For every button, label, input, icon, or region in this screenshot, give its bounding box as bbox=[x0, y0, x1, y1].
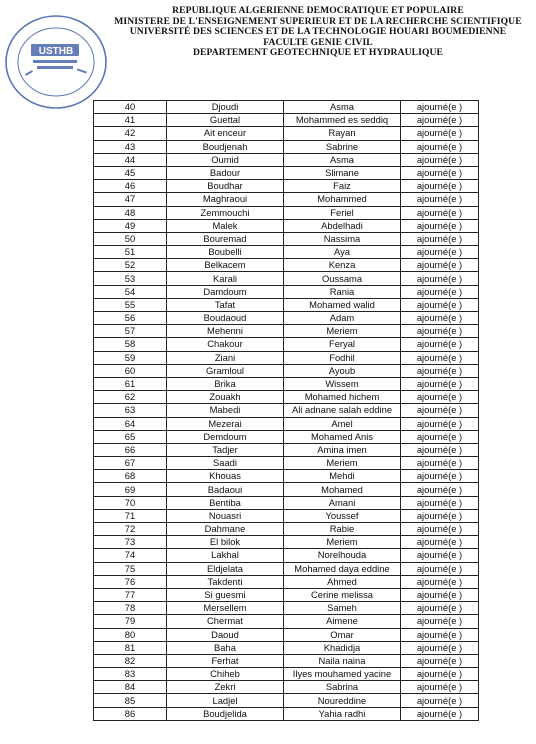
cell-prenom: Feriel bbox=[284, 206, 401, 219]
cell-resultat: ajourné(e ) bbox=[401, 681, 479, 694]
table-row bbox=[94, 549, 479, 562]
cell-nom: Zouakh bbox=[167, 391, 284, 404]
cell-resultat: ajourné(e ) bbox=[401, 536, 479, 549]
table-row bbox=[94, 707, 479, 720]
cell-prenom: Amina imen bbox=[284, 443, 401, 456]
cell-nom: Maghraoui bbox=[167, 193, 284, 206]
cell-nom: Brika bbox=[167, 377, 284, 390]
cell-num: 84 bbox=[94, 681, 167, 694]
table-row bbox=[94, 193, 479, 206]
cell-num: 55 bbox=[94, 298, 167, 311]
cell-prenom: Asma bbox=[284, 101, 401, 114]
cell-prenom: Ayoub bbox=[284, 364, 401, 377]
cell-num: 60 bbox=[94, 364, 167, 377]
cell-resultat: ajourné(e ) bbox=[401, 351, 479, 364]
cell-num: 67 bbox=[94, 457, 167, 470]
cell-nom: Saadi bbox=[167, 457, 284, 470]
cell-nom: Bouremad bbox=[167, 232, 284, 245]
cell-resultat: ajourné(e ) bbox=[401, 298, 479, 311]
table-row bbox=[94, 562, 479, 575]
cell-num: 74 bbox=[94, 549, 167, 562]
cell-prenom: Ahmed bbox=[284, 575, 401, 588]
table-row bbox=[94, 391, 479, 404]
cell-prenom: Sabrine bbox=[284, 140, 401, 153]
cell-resultat: ajourné(e ) bbox=[401, 377, 479, 390]
cell-num: 75 bbox=[94, 562, 167, 575]
cell-nom: Takdenti bbox=[167, 575, 284, 588]
cell-prenom: Sabrina bbox=[284, 681, 401, 694]
cell-nom: Zemmouchi bbox=[167, 206, 284, 219]
cell-resultat: ajourné(e ) bbox=[401, 668, 479, 681]
cell-prenom: Noureddine bbox=[284, 694, 401, 707]
table-row bbox=[94, 166, 479, 179]
table-row bbox=[94, 364, 479, 377]
cell-num: 68 bbox=[94, 470, 167, 483]
cell-prenom: Omar bbox=[284, 628, 401, 641]
table-row bbox=[94, 470, 479, 483]
cell-nom: Mezerai bbox=[167, 417, 284, 430]
cell-prenom: Mehdi bbox=[284, 470, 401, 483]
cell-nom: Zekri bbox=[167, 681, 284, 694]
cell-prenom: Ilyes mouhamed yacine bbox=[284, 668, 401, 681]
cell-nom: Eldjelata bbox=[167, 562, 284, 575]
table-row bbox=[94, 153, 479, 166]
table-row bbox=[94, 457, 479, 470]
cell-num: 65 bbox=[94, 430, 167, 443]
cell-prenom: Faiz bbox=[284, 180, 401, 193]
cell-prenom: Sameh bbox=[284, 602, 401, 615]
cell-num: 44 bbox=[94, 153, 167, 166]
cell-nom: Bentiba bbox=[167, 496, 284, 509]
cell-prenom: Meriem bbox=[284, 457, 401, 470]
header-line-department: DEPARTEMENT GEOTECHNIQUE ET HYDRAULIQUE bbox=[192, 47, 444, 59]
cell-nom: Ait enceur bbox=[167, 127, 284, 140]
cell-num: 78 bbox=[94, 602, 167, 615]
cell-resultat: ajourné(e ) bbox=[401, 101, 479, 114]
table-row bbox=[94, 417, 479, 430]
cell-prenom: Aya bbox=[284, 246, 401, 259]
cell-prenom: Meriem bbox=[284, 536, 401, 549]
cell-prenom: Adam bbox=[284, 312, 401, 325]
table-row bbox=[94, 404, 479, 417]
table-row bbox=[94, 325, 479, 338]
cell-prenom: Rayan bbox=[284, 127, 401, 140]
cell-nom: El bilok bbox=[167, 536, 284, 549]
cell-nom: Daoud bbox=[167, 628, 284, 641]
table-row bbox=[94, 654, 479, 667]
cell-resultat: ajourné(e ) bbox=[401, 694, 479, 707]
cell-prenom: Fodhil bbox=[284, 351, 401, 364]
cell-resultat: ajourné(e ) bbox=[401, 391, 479, 404]
cell-num: 54 bbox=[94, 285, 167, 298]
cell-resultat: ajourné(e ) bbox=[401, 166, 479, 179]
cell-prenom: Nassima bbox=[284, 232, 401, 245]
header-line-university: UNIVERSITÉ DES SCIENCES ET DE LA TECHNOLOGIE HOUARI BOUMEDIENNE bbox=[129, 26, 507, 38]
cell-prenom: Aimene bbox=[284, 615, 401, 628]
header-line-faculty: FACULTE GENIE CIVIL bbox=[263, 36, 373, 48]
table-row bbox=[94, 694, 479, 707]
stamp-lettering: USTHB bbox=[38, 46, 74, 57]
cell-prenom: Youssef bbox=[284, 509, 401, 522]
cell-resultat: ajourné(e ) bbox=[401, 707, 479, 720]
cell-resultat: ajourné(e ) bbox=[401, 364, 479, 377]
cell-resultat: ajourné(e ) bbox=[401, 114, 479, 127]
table-row bbox=[94, 272, 479, 285]
cell-num: 49 bbox=[94, 219, 167, 232]
cell-prenom: Mohammed bbox=[284, 193, 401, 206]
cell-nom: Tadjer bbox=[167, 443, 284, 456]
cell-resultat: ajourné(e ) bbox=[401, 259, 479, 272]
table-row bbox=[94, 127, 479, 140]
cell-prenom: Rania bbox=[284, 285, 401, 298]
cell-resultat: ajourné(e ) bbox=[401, 575, 479, 588]
table-row bbox=[94, 496, 479, 509]
cell-nom: Tafat bbox=[167, 298, 284, 311]
results-table bbox=[93, 100, 479, 721]
cell-prenom: Yahia radhi bbox=[284, 707, 401, 720]
cell-prenom: Wissem bbox=[284, 377, 401, 390]
cell-resultat: ajourné(e ) bbox=[401, 628, 479, 641]
table-row bbox=[94, 430, 479, 443]
cell-resultat: ajourné(e ) bbox=[401, 312, 479, 325]
cell-resultat: ajourné(e ) bbox=[401, 140, 479, 153]
table-row bbox=[94, 681, 479, 694]
cell-nom: Dahmane bbox=[167, 523, 284, 536]
cell-num: 52 bbox=[94, 259, 167, 272]
cell-resultat: ajourné(e ) bbox=[401, 127, 479, 140]
cell-nom: Badaoui bbox=[167, 483, 284, 496]
cell-resultat: ajourné(e ) bbox=[401, 232, 479, 245]
table-row bbox=[94, 523, 479, 536]
cell-prenom: Meriem bbox=[284, 325, 401, 338]
table-row bbox=[94, 219, 479, 232]
cell-num: 71 bbox=[94, 509, 167, 522]
table-row bbox=[94, 443, 479, 456]
cell-num: 57 bbox=[94, 325, 167, 338]
cell-num: 51 bbox=[94, 246, 167, 259]
cell-prenom: Mohamed daya eddine bbox=[284, 562, 401, 575]
cell-nom: Demdoum bbox=[167, 430, 284, 443]
cell-prenom: Asma bbox=[284, 153, 401, 166]
cell-num: 85 bbox=[94, 694, 167, 707]
table-row bbox=[94, 483, 479, 496]
cell-resultat: ajourné(e ) bbox=[401, 457, 479, 470]
cell-prenom: Amani bbox=[284, 496, 401, 509]
cell-num: 42 bbox=[94, 127, 167, 140]
cell-resultat: ajourné(e ) bbox=[401, 496, 479, 509]
table-row bbox=[94, 180, 479, 193]
table-row bbox=[94, 114, 479, 127]
table-row bbox=[94, 615, 479, 628]
university-stamp bbox=[3, 12, 109, 112]
cell-resultat: ajourné(e ) bbox=[401, 615, 479, 628]
cell-resultat: ajourné(e ) bbox=[401, 246, 479, 259]
table-row bbox=[94, 509, 479, 522]
cell-prenom: Mohamed Anis bbox=[284, 430, 401, 443]
cell-num: 58 bbox=[94, 338, 167, 351]
cell-prenom: Kenza bbox=[284, 259, 401, 272]
cell-resultat: ajourné(e ) bbox=[401, 430, 479, 443]
table-row bbox=[94, 101, 479, 114]
cell-nom: Boudaoud bbox=[167, 312, 284, 325]
cell-nom: Mersellem bbox=[167, 602, 284, 615]
cell-resultat: ajourné(e ) bbox=[401, 509, 479, 522]
cell-nom: Damdoum bbox=[167, 285, 284, 298]
cell-resultat: ajourné(e ) bbox=[401, 443, 479, 456]
cell-num: 56 bbox=[94, 312, 167, 325]
header-line-republic: REPUBLIQUE ALGERIENNE DEMOCRATIQUE ET POPULAIRE bbox=[172, 5, 464, 16]
cell-num: 45 bbox=[94, 166, 167, 179]
cell-num: 81 bbox=[94, 641, 167, 654]
cell-resultat: ajourné(e ) bbox=[401, 193, 479, 206]
cell-prenom: Cerine melissa bbox=[284, 588, 401, 601]
cell-num: 48 bbox=[94, 206, 167, 219]
cell-num: 66 bbox=[94, 443, 167, 456]
cell-resultat: ajourné(e ) bbox=[401, 219, 479, 232]
table-row bbox=[94, 641, 479, 654]
cell-prenom: Slimane bbox=[284, 166, 401, 179]
cell-nom: Mabedi bbox=[167, 404, 284, 417]
cell-resultat: ajourné(e ) bbox=[401, 338, 479, 351]
cell-prenom: Abdelhadi bbox=[284, 219, 401, 232]
cell-num: 53 bbox=[94, 272, 167, 285]
cell-num: 77 bbox=[94, 588, 167, 601]
cell-nom: Chermat bbox=[167, 615, 284, 628]
cell-nom: Boudjenah bbox=[167, 140, 284, 153]
table-row bbox=[94, 351, 479, 364]
cell-nom: Ziani bbox=[167, 351, 284, 364]
cell-prenom: Mohamed walid bbox=[284, 298, 401, 311]
cell-nom: Belkacem bbox=[167, 259, 284, 272]
cell-resultat: ajourné(e ) bbox=[401, 562, 479, 575]
cell-nom: Lakhal bbox=[167, 549, 284, 562]
cell-nom: Malek bbox=[167, 219, 284, 232]
cell-prenom: Norelhouda bbox=[284, 549, 401, 562]
table-row bbox=[94, 588, 479, 601]
cell-nom: Nouasri bbox=[167, 509, 284, 522]
cell-num: 59 bbox=[94, 351, 167, 364]
table-row bbox=[94, 668, 479, 681]
cell-num: 62 bbox=[94, 391, 167, 404]
cell-prenom: Ali adnane salah eddine bbox=[284, 404, 401, 417]
cell-nom: Gramloul bbox=[167, 364, 284, 377]
cell-nom: Khouas bbox=[167, 470, 284, 483]
cell-num: 41 bbox=[94, 114, 167, 127]
header-line-ministry: MINISTERE DE L'ENSEIGNEMENT SUPERIEUR ET DE LA RECHERCHE SCIENTIFIQUE bbox=[114, 15, 522, 27]
cell-resultat: ajourné(e ) bbox=[401, 654, 479, 667]
table-row bbox=[94, 298, 479, 311]
cell-num: 80 bbox=[94, 628, 167, 641]
cell-nom: Djoudi bbox=[167, 101, 284, 114]
cell-resultat: ajourné(e ) bbox=[401, 206, 479, 219]
cell-nom: Badour bbox=[167, 166, 284, 179]
table-row bbox=[94, 377, 479, 390]
table-row bbox=[94, 206, 479, 219]
cell-nom: Ferhat bbox=[167, 654, 284, 667]
cell-resultat: ajourné(e ) bbox=[401, 404, 479, 417]
cell-prenom: Khadidja bbox=[284, 641, 401, 654]
table-row bbox=[94, 140, 479, 153]
cell-resultat: ajourné(e ) bbox=[401, 588, 479, 601]
cell-prenom: Mohammed es seddiq bbox=[284, 114, 401, 127]
cell-nom: Ladjel bbox=[167, 694, 284, 707]
cell-resultat: ajourné(e ) bbox=[401, 417, 479, 430]
cell-num: 79 bbox=[94, 615, 167, 628]
cell-num: 69 bbox=[94, 483, 167, 496]
cell-resultat: ajourné(e ) bbox=[401, 523, 479, 536]
cell-resultat: ajourné(e ) bbox=[401, 272, 479, 285]
cell-num: 72 bbox=[94, 523, 167, 536]
cell-nom: Karali bbox=[167, 272, 284, 285]
cell-resultat: ajourné(e ) bbox=[401, 153, 479, 166]
cell-nom: Boudhar bbox=[167, 180, 284, 193]
cell-prenom: Amel bbox=[284, 417, 401, 430]
cell-resultat: ajourné(e ) bbox=[401, 641, 479, 654]
table-row bbox=[94, 312, 479, 325]
cell-num: 61 bbox=[94, 377, 167, 390]
cell-prenom: Mohamed hichem bbox=[284, 391, 401, 404]
cell-num: 50 bbox=[94, 232, 167, 245]
cell-prenom: Naila naina bbox=[284, 654, 401, 667]
table-row bbox=[94, 246, 479, 259]
cell-resultat: ajourné(e ) bbox=[401, 470, 479, 483]
cell-num: 76 bbox=[94, 575, 167, 588]
cell-nom: Si guesmi bbox=[167, 588, 284, 601]
cell-resultat: ajourné(e ) bbox=[401, 602, 479, 615]
cell-num: 63 bbox=[94, 404, 167, 417]
cell-resultat: ajourné(e ) bbox=[401, 180, 479, 193]
table-row bbox=[94, 259, 479, 272]
cell-num: 47 bbox=[94, 193, 167, 206]
table-row bbox=[94, 285, 479, 298]
cell-num: 86 bbox=[94, 707, 167, 720]
table-row bbox=[94, 232, 479, 245]
cell-nom: Baha bbox=[167, 641, 284, 654]
cell-prenom: Feryal bbox=[284, 338, 401, 351]
cell-nom: Boubelli bbox=[167, 246, 284, 259]
table-row bbox=[94, 602, 479, 615]
cell-nom: Boudjelida bbox=[167, 707, 284, 720]
cell-num: 43 bbox=[94, 140, 167, 153]
cell-resultat: ajourné(e ) bbox=[401, 285, 479, 298]
cell-num: 64 bbox=[94, 417, 167, 430]
cell-resultat: ajourné(e ) bbox=[401, 325, 479, 338]
table-row bbox=[94, 338, 479, 351]
cell-resultat: ajourné(e ) bbox=[401, 483, 479, 496]
cell-nom: Chakour bbox=[167, 338, 284, 351]
cell-prenom: Mohamed bbox=[284, 483, 401, 496]
document-header bbox=[100, 6, 536, 59]
cell-nom: Guettal bbox=[167, 114, 284, 127]
cell-nom: Oumid bbox=[167, 153, 284, 166]
cell-num: 82 bbox=[94, 654, 167, 667]
cell-num: 46 bbox=[94, 180, 167, 193]
cell-num: 83 bbox=[94, 668, 167, 681]
stamp-icon bbox=[3, 12, 109, 112]
cell-num: 40 bbox=[94, 101, 167, 114]
cell-prenom: Rabie bbox=[284, 523, 401, 536]
cell-num: 70 bbox=[94, 496, 167, 509]
cell-prenom: Oussama bbox=[284, 272, 401, 285]
cell-resultat: ajourné(e ) bbox=[401, 549, 479, 562]
table-row bbox=[94, 575, 479, 588]
cell-nom: Chiheb bbox=[167, 668, 284, 681]
cell-nom: Mehenni bbox=[167, 325, 284, 338]
table-row bbox=[94, 536, 479, 549]
cell-num: 73 bbox=[94, 536, 167, 549]
table-row bbox=[94, 628, 479, 641]
